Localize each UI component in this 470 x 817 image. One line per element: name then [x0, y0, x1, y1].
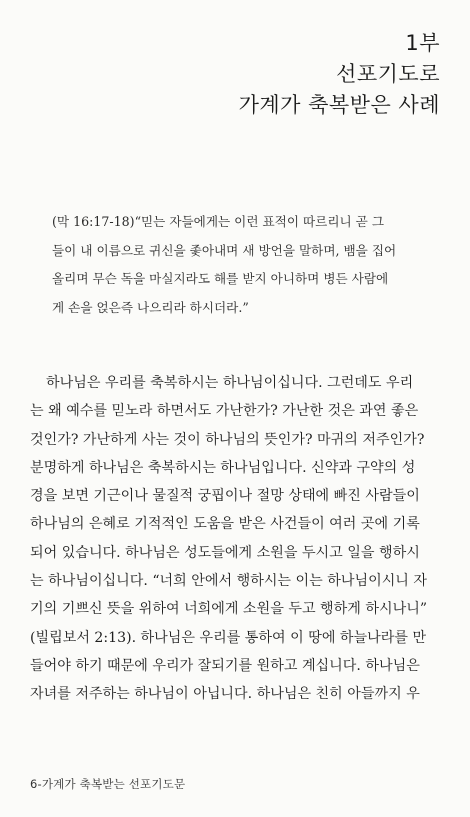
quote-line: 들이 내 이름으로 귀신을 좇아내며 새 방언을 말하며, 뱀을 집어 — [52, 242, 397, 258]
quote-line: (막 16:17-18)“믿는 자들에게는 이런 표적이 따르리니 곧 그 — [52, 214, 385, 229]
chapter-title-line-1: 선포기도로 — [336, 62, 440, 86]
body-line: (빌립보서 2:13). 하나님은 우리를 통하여 이 땅에 하늘나라를 만 — [30, 629, 427, 646]
body-line: 분명하게 하나님은 축복하시는 하나님입니다. 신약과 구약의 성 — [30, 459, 416, 476]
body-line: 경을 보면 기근이나 물질적 궁핍이나 절망 상태에 빠진 사람들이 — [30, 488, 420, 505]
body-line: 는 왜 예수를 믿노라 하면서도 가난한가? 가난한 것은 과연 좋은 — [30, 403, 419, 420]
body-line: 되어 있습니다. 하나님은 성도들에게 소원을 두시고 일을 행하시 — [30, 544, 420, 561]
body-line: 것인가? 가난하게 사는 것이 하나님의 뜻인가? 마귀의 저주인가? — [30, 431, 425, 448]
scripture-quote — [52, 208, 442, 322]
body-line: 자녀를 저주하는 하나님이 아닙니다. 하나님은 친히 아들까지 우 — [30, 686, 420, 703]
page-footer: 6-가계가 축복받는 선포기도문 — [30, 777, 186, 791]
part-number: 1부 — [405, 31, 440, 55]
body-line: 기의 기쁘신 뜻을 위하여 너희에게 소원을 두고 행하게 하시나니” — [30, 601, 428, 618]
body-paragraph — [30, 369, 446, 709]
body-line: 하나님의 은혜로 기적적인 도움을 받은 사건들이 여러 곳에 기록 — [30, 516, 420, 533]
body-line: 하나님은 우리를 축복하시는 하나님이십니다. 그런데도 우리 — [46, 375, 414, 391]
body-line: 들어야 하기 때문에 우리가 잘되기를 원하고 계십니다. 하나님은 — [30, 657, 420, 674]
quote-line: 올리며 무슨 독을 마실지라도 해를 받지 아니하며 병든 사람에 — [52, 271, 389, 286]
quote-line: 게 손을 얹은즉 나으리라 하시더라.” — [52, 299, 249, 315]
chapter-title-line-2: 가계가 축복받은 사례 — [238, 93, 440, 117]
body-line: 는 하나님이십니다. “너희 안에서 행하시는 이는 하나님이시니 자 — [30, 573, 428, 590]
chapter-heading — [239, 28, 440, 121]
